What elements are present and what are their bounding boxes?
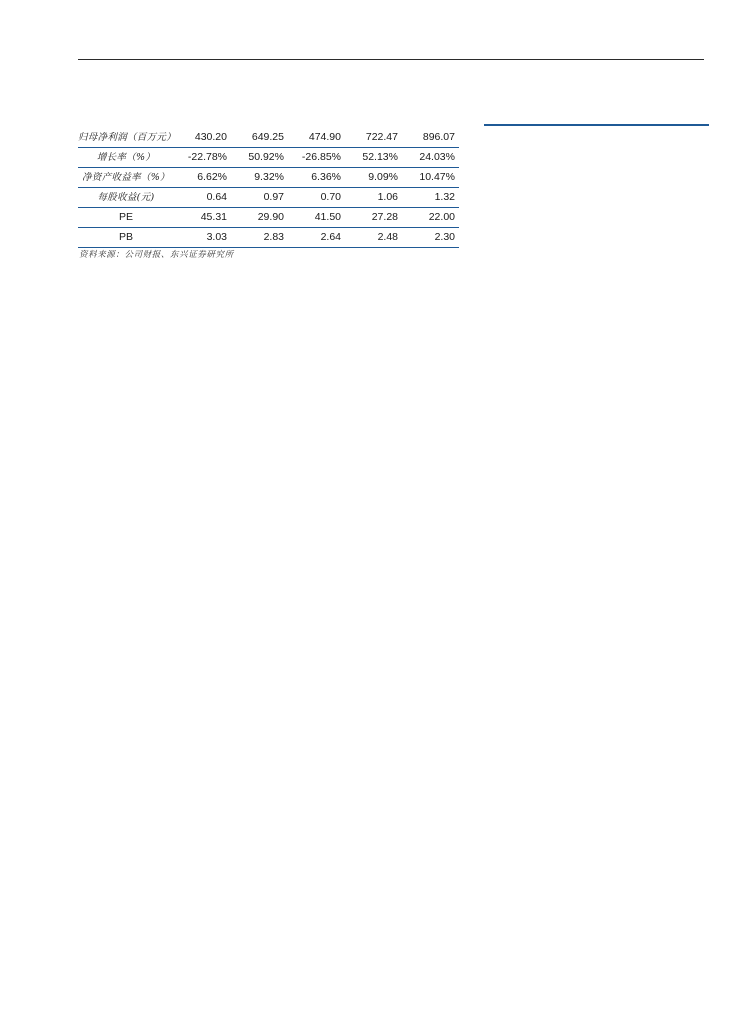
row-label-pe: PE [118,211,133,223]
table-cell: 3.03 [206,231,227,243]
table-cell: 896.07 [422,131,455,143]
sidebar-rule [484,124,709,126]
table-cell: 722.47 [365,131,398,143]
table-cell: 41.50 [314,211,341,223]
table-cell: 27.28 [371,211,398,223]
table-cell: 2.30 [434,231,455,243]
table-cell: 50.92% [248,151,284,163]
table-cell: 52.13% [362,151,398,163]
table-cell: 2.48 [377,231,398,243]
table-cell: 0.97 [263,191,284,203]
table-cell: 6.62% [197,171,227,183]
row-label-eps: 每股收益(元) [97,192,155,203]
table-cell: 10.47% [419,171,455,183]
table-cell: 430.20 [194,131,227,143]
table-cell: 474.90 [308,131,341,143]
table-cell: 45.31 [200,211,227,223]
source-note: 资料来源：公司财报、东兴证券研究所 [79,250,234,260]
financial-forecast-table [78,128,459,248]
table-cell: 649.25 [251,131,284,143]
table-row-pe [78,208,459,228]
table-cell: -22.78% [187,151,227,163]
table-cell: 2.83 [263,231,284,243]
table-row-roe [78,168,459,188]
table-cell: 1.32 [434,191,455,203]
row-label-net-profit: 归母净利润（百万元） [78,132,177,143]
table-row-growth-rate [78,148,459,168]
table-cell: 1.06 [377,191,398,203]
table-cell: 0.64 [206,191,227,203]
table-row-eps [78,188,459,208]
table-cell: -26.85% [301,151,341,163]
table-row-net-profit [78,128,459,148]
table-cell: 9.09% [368,171,398,183]
row-label-roe: 净资产收益率（%） [82,172,170,183]
header-rule [78,59,704,60]
table-cell: 24.03% [419,151,455,163]
table-cell: 22.00 [428,211,455,223]
table-cell: 29.90 [257,211,284,223]
table-row-pb [78,228,459,248]
table-cell: 0.70 [320,191,341,203]
row-label-pb: PB [118,231,133,243]
table-cell: 6.36% [311,171,341,183]
table-cell: 2.64 [320,231,341,243]
table-cell: 9.32% [254,171,284,183]
row-label-growth-rate: 增长率（%） [96,152,156,163]
